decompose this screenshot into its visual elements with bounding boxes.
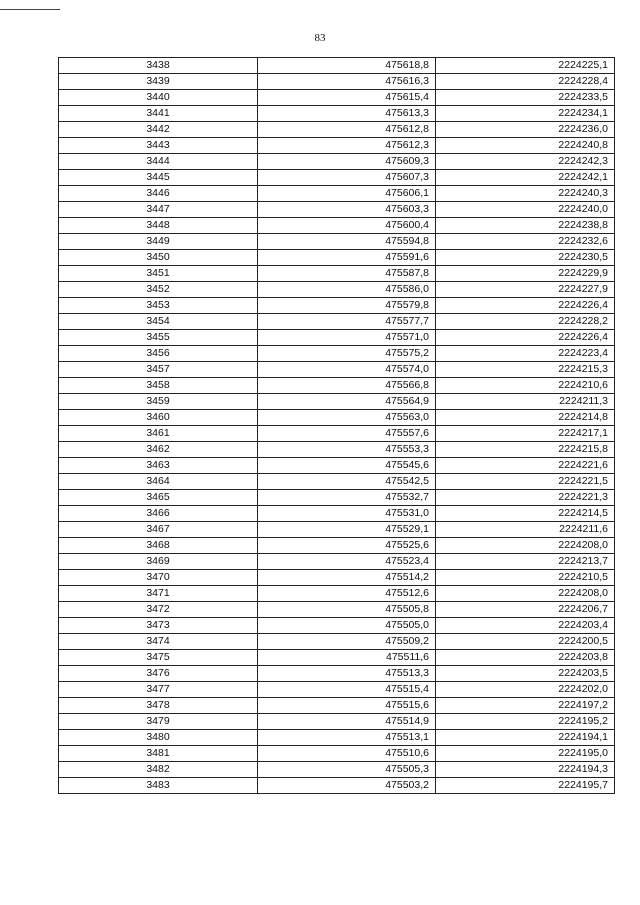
y-coordinate-cell: 2224194,3 [436,762,615,778]
point-number-cell: 3448 [59,218,258,234]
point-number-cell: 3460 [59,410,258,426]
x-coordinate-cell: 475505,8 [258,602,436,618]
table-row [59,202,615,218]
x-coordinate-cell: 475574,0 [258,362,436,378]
y-coordinate-cell: 2224213,7 [436,554,615,570]
y-coordinate-cell: 2224238,8 [436,218,615,234]
table-row [59,330,615,346]
y-coordinate-cell: 2224217,1 [436,426,615,442]
table-row [59,474,615,490]
x-coordinate-cell: 475503,2 [258,778,436,794]
point-number-cell: 3467 [59,522,258,538]
x-coordinate-cell: 475513,1 [258,730,436,746]
point-number-cell: 3462 [59,442,258,458]
table-row [59,602,615,618]
table-row [59,730,615,746]
table-row [59,186,615,202]
table-row [59,746,615,762]
table-row [59,90,615,106]
point-number-cell: 3468 [59,538,258,554]
x-coordinate-cell: 475609,3 [258,154,436,170]
x-coordinate-cell: 475594,8 [258,234,436,250]
x-coordinate-cell: 475510,6 [258,746,436,762]
x-coordinate-cell: 475612,8 [258,122,436,138]
point-number-cell: 3474 [59,634,258,650]
table-row [59,570,615,586]
x-coordinate-cell: 475603,3 [258,202,436,218]
y-coordinate-cell: 2224195,0 [436,746,615,762]
point-number-cell: 3441 [59,106,258,122]
x-coordinate-cell: 475566,8 [258,378,436,394]
table-row [59,554,615,570]
y-coordinate-cell: 2224240,8 [436,138,615,154]
x-coordinate-cell: 475564,9 [258,394,436,410]
x-coordinate-cell: 475515,6 [258,698,436,714]
table-row [59,58,615,74]
x-coordinate-cell: 475525,6 [258,538,436,554]
y-coordinate-cell: 2224211,3 [436,394,615,410]
x-coordinate-cell: 475515,4 [258,682,436,698]
point-number-cell: 3470 [59,570,258,586]
x-coordinate-cell: 475612,3 [258,138,436,154]
point-number-cell: 3442 [59,122,258,138]
table-row [59,586,615,602]
page-number: 83 [314,32,326,44]
y-coordinate-cell: 2224228,2 [436,314,615,330]
table-row [59,682,615,698]
y-coordinate-cell: 2224228,4 [436,74,615,90]
x-coordinate-cell: 475563,0 [258,410,436,426]
table-row [59,282,615,298]
y-coordinate-cell: 2224221,3 [436,490,615,506]
x-coordinate-cell: 475523,4 [258,554,436,570]
point-number-cell: 3456 [59,346,258,362]
y-coordinate-cell: 2224210,5 [436,570,615,586]
x-coordinate-cell: 475615,4 [258,90,436,106]
point-number-cell: 3463 [59,458,258,474]
table-row [59,458,615,474]
y-coordinate-cell: 2224195,7 [436,778,615,794]
y-coordinate-cell: 2224194,1 [436,730,615,746]
x-coordinate-cell: 475577,7 [258,314,436,330]
point-number-cell: 3476 [59,666,258,682]
point-number-cell: 3451 [59,266,258,282]
x-coordinate-cell: 475514,2 [258,570,436,586]
table-row [59,618,615,634]
y-coordinate-cell: 2224215,8 [436,442,615,458]
x-coordinate-cell: 475575,2 [258,346,436,362]
table-row [59,650,615,666]
point-number-cell: 3475 [59,650,258,666]
y-coordinate-cell: 2224221,5 [436,474,615,490]
x-coordinate-cell: 475571,0 [258,330,436,346]
point-number-cell: 3439 [59,74,258,90]
x-coordinate-cell: 475529,1 [258,522,436,538]
y-coordinate-cell: 2224203,4 [436,618,615,634]
x-coordinate-cell: 475532,7 [258,490,436,506]
y-coordinate-cell: 2224211,6 [436,522,615,538]
table-row [59,522,615,538]
table-row [59,122,615,138]
table-row [59,410,615,426]
point-number-cell: 3452 [59,282,258,298]
point-number-cell: 3459 [59,394,258,410]
table-row [59,298,615,314]
point-number-cell: 3447 [59,202,258,218]
y-coordinate-cell: 2224230,5 [436,250,615,266]
x-coordinate-cell: 475607,3 [258,170,436,186]
table-row [59,762,615,778]
point-number-cell: 3457 [59,362,258,378]
y-coordinate-cell: 2224226,4 [436,298,615,314]
point-number-cell: 3477 [59,682,258,698]
table-row [59,666,615,682]
x-coordinate-cell: 475553,3 [258,442,436,458]
x-coordinate-cell: 475606,1 [258,186,436,202]
y-coordinate-cell: 2224202,0 [436,682,615,698]
table-row [59,634,615,650]
table-row [59,138,615,154]
x-coordinate-cell: 475600,4 [258,218,436,234]
y-coordinate-cell: 2224226,4 [436,330,615,346]
y-coordinate-cell: 2224206,7 [436,602,615,618]
y-coordinate-cell: 2224242,1 [436,170,615,186]
table-row [59,698,615,714]
point-number-cell: 3445 [59,170,258,186]
table-row [59,362,615,378]
y-coordinate-cell: 2224225,1 [436,58,615,74]
x-coordinate-cell: 475616,3 [258,74,436,90]
point-number-cell: 3443 [59,138,258,154]
table-row [59,714,615,730]
y-coordinate-cell: 2224214,8 [436,410,615,426]
x-coordinate-cell: 475545,6 [258,458,436,474]
point-number-cell: 3478 [59,698,258,714]
point-number-cell: 3461 [59,426,258,442]
table-row [59,778,615,794]
y-coordinate-cell: 2224215,3 [436,362,615,378]
point-number-cell: 3482 [59,762,258,778]
top-margin-rule [0,9,60,10]
x-coordinate-cell: 475512,6 [258,586,436,602]
point-number-cell: 3444 [59,154,258,170]
point-number-cell: 3471 [59,586,258,602]
y-coordinate-cell: 2224203,5 [436,666,615,682]
x-coordinate-cell: 475514,9 [258,714,436,730]
y-coordinate-cell: 2224195,2 [436,714,615,730]
x-coordinate-cell: 475511,6 [258,650,436,666]
y-coordinate-cell: 2224208,0 [436,538,615,554]
y-coordinate-cell: 2224208,0 [436,586,615,602]
point-number-cell: 3469 [59,554,258,570]
y-coordinate-cell: 2224197,2 [436,698,615,714]
y-coordinate-cell: 2224240,3 [436,186,615,202]
y-coordinate-cell: 2224221,6 [436,458,615,474]
x-coordinate-cell: 475613,3 [258,106,436,122]
y-coordinate-cell: 2224232,6 [436,234,615,250]
table-row [59,346,615,362]
point-number-cell: 3464 [59,474,258,490]
point-number-cell: 3479 [59,714,258,730]
x-coordinate-cell: 475618,8 [258,58,436,74]
point-number-cell: 3446 [59,186,258,202]
point-number-cell: 3481 [59,746,258,762]
table-row [59,74,615,90]
point-number-cell: 3465 [59,490,258,506]
y-coordinate-cell: 2224236,0 [436,122,615,138]
y-coordinate-cell: 2224203,8 [436,650,615,666]
x-coordinate-cell: 475513,3 [258,666,436,682]
point-number-cell: 3438 [59,58,258,74]
y-coordinate-cell: 2224227,9 [436,282,615,298]
x-coordinate-cell: 475505,3 [258,762,436,778]
y-coordinate-cell: 2224223,4 [436,346,615,362]
table-row [59,250,615,266]
table-row [59,154,615,170]
point-number-cell: 3455 [59,330,258,346]
point-number-cell: 3453 [59,298,258,314]
point-number-cell: 3472 [59,602,258,618]
point-number-cell: 3440 [59,90,258,106]
x-coordinate-cell: 475531,0 [258,506,436,522]
point-number-cell: 3473 [59,618,258,634]
point-number-cell: 3483 [59,778,258,794]
y-coordinate-cell: 2224234,1 [436,106,615,122]
y-coordinate-cell: 2224214,5 [436,506,615,522]
point-number-cell: 3466 [59,506,258,522]
y-coordinate-cell: 2224210,6 [436,378,615,394]
x-coordinate-cell: 475579,8 [258,298,436,314]
table-row [59,538,615,554]
point-number-cell: 3458 [59,378,258,394]
x-coordinate-cell: 475509,2 [258,634,436,650]
table-row [59,394,615,410]
x-coordinate-cell: 475586,0 [258,282,436,298]
x-coordinate-cell: 475587,8 [258,266,436,282]
table-row [59,266,615,282]
coordinates-table [58,57,615,794]
y-coordinate-cell: 2224233,5 [436,90,615,106]
table-row [59,218,615,234]
table-row [59,314,615,330]
table-row [59,426,615,442]
point-number-cell: 3454 [59,314,258,330]
x-coordinate-cell: 475542,5 [258,474,436,490]
table-row [59,442,615,458]
x-coordinate-cell: 475505,0 [258,618,436,634]
y-coordinate-cell: 2224242,3 [436,154,615,170]
x-coordinate-cell: 475557,6 [258,426,436,442]
y-coordinate-cell: 2224200,5 [436,634,615,650]
y-coordinate-cell: 2224240,0 [436,202,615,218]
table-row [59,506,615,522]
table-row [59,234,615,250]
point-number-cell: 3450 [59,250,258,266]
coordinates-table-body [59,58,615,794]
table-row [59,378,615,394]
table-row [59,170,615,186]
table-row [59,490,615,506]
y-coordinate-cell: 2224229,9 [436,266,615,282]
x-coordinate-cell: 475591,6 [258,250,436,266]
point-number-cell: 3480 [59,730,258,746]
table-row [59,106,615,122]
point-number-cell: 3449 [59,234,258,250]
